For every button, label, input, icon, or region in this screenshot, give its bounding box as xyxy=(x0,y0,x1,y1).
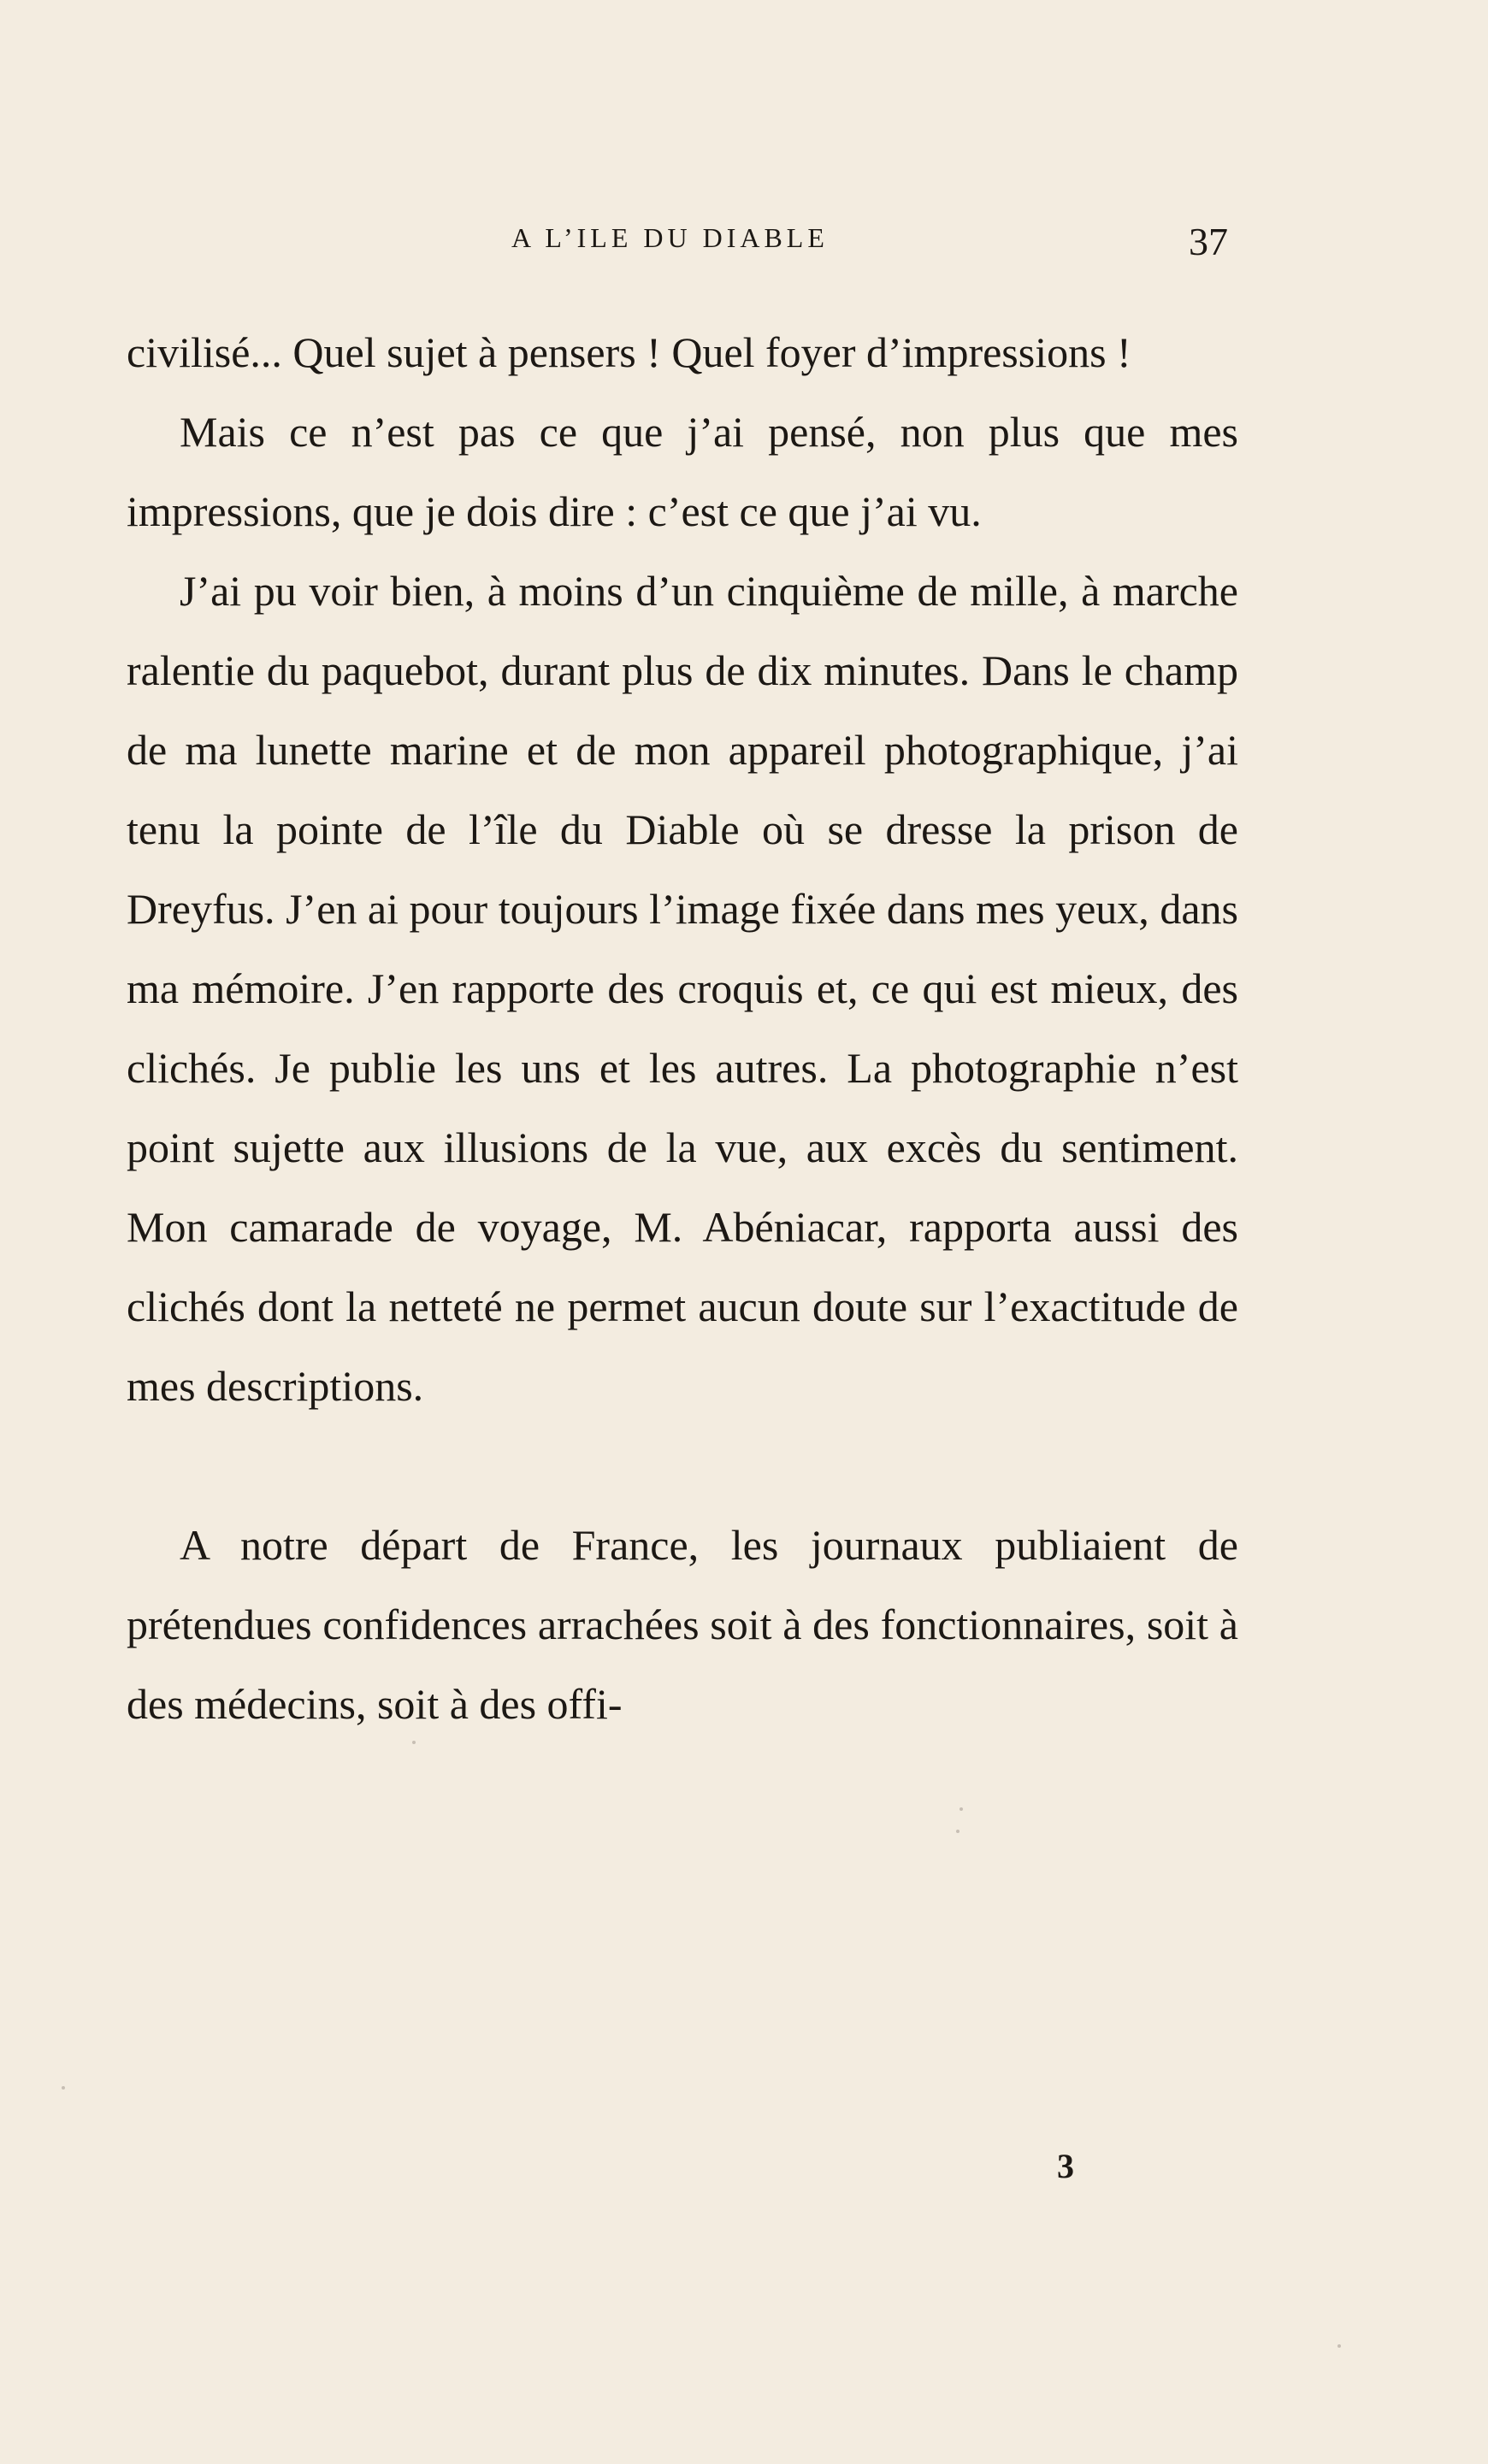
paragraph: J’ai pu voir bien, à moins d’un cinquième de mille, à marche ralentie du paquebot, durant plus de dix minutes. Dans le champ de ma lunette marine et de mon appareil photographique, j’ai tenu la pointe de l’île du Diable où se dresse la prison de Dreyfus. J’en ai pour toujours l’image fixée dans mes yeux, dans ma mémoire. J’en rapporte des croquis et, ce qui est mieux, des clichés. Je publie les uns et les autres. La photographie n’est point sujette aux illusions de la vue, aux excès du sentiment. Mon camarade de voyage, M. Abéniacar, rapporta aussi des clichés dont la netteté ne permet aucun doute sur l’exactitude de mes descriptions. xyxy=(127,567,1238,1410)
page-header xyxy=(0,219,1488,270)
paragraph-continuation: civilisé... Quel sujet à pensers ! Quel foyer d’impressions ! xyxy=(127,328,1131,376)
paper-speck xyxy=(1337,2344,1341,2348)
paper-speck xyxy=(960,1807,963,1811)
paper-speck xyxy=(62,2086,65,2090)
signature-mark: 3 xyxy=(1057,2147,1074,2185)
paper-speck xyxy=(412,1741,416,1744)
body-text xyxy=(127,313,1238,1744)
page-number: 37 xyxy=(1189,220,1228,263)
paragraph: Mais ce n’est pas ce que j’ai pensé, non plus que mes impressions, que je dois dire : c’est ce que j’ai vu. xyxy=(127,408,1238,535)
paragraph: A notre départ de France, les journaux publiaient de prétendues confidences arrachées soit à des fonctionnaires, soit à des médecins, soit à des offi- xyxy=(127,1521,1238,1728)
paper-speck xyxy=(956,1830,960,1833)
running-title: A L’ILE DU DIABLE xyxy=(511,222,829,253)
